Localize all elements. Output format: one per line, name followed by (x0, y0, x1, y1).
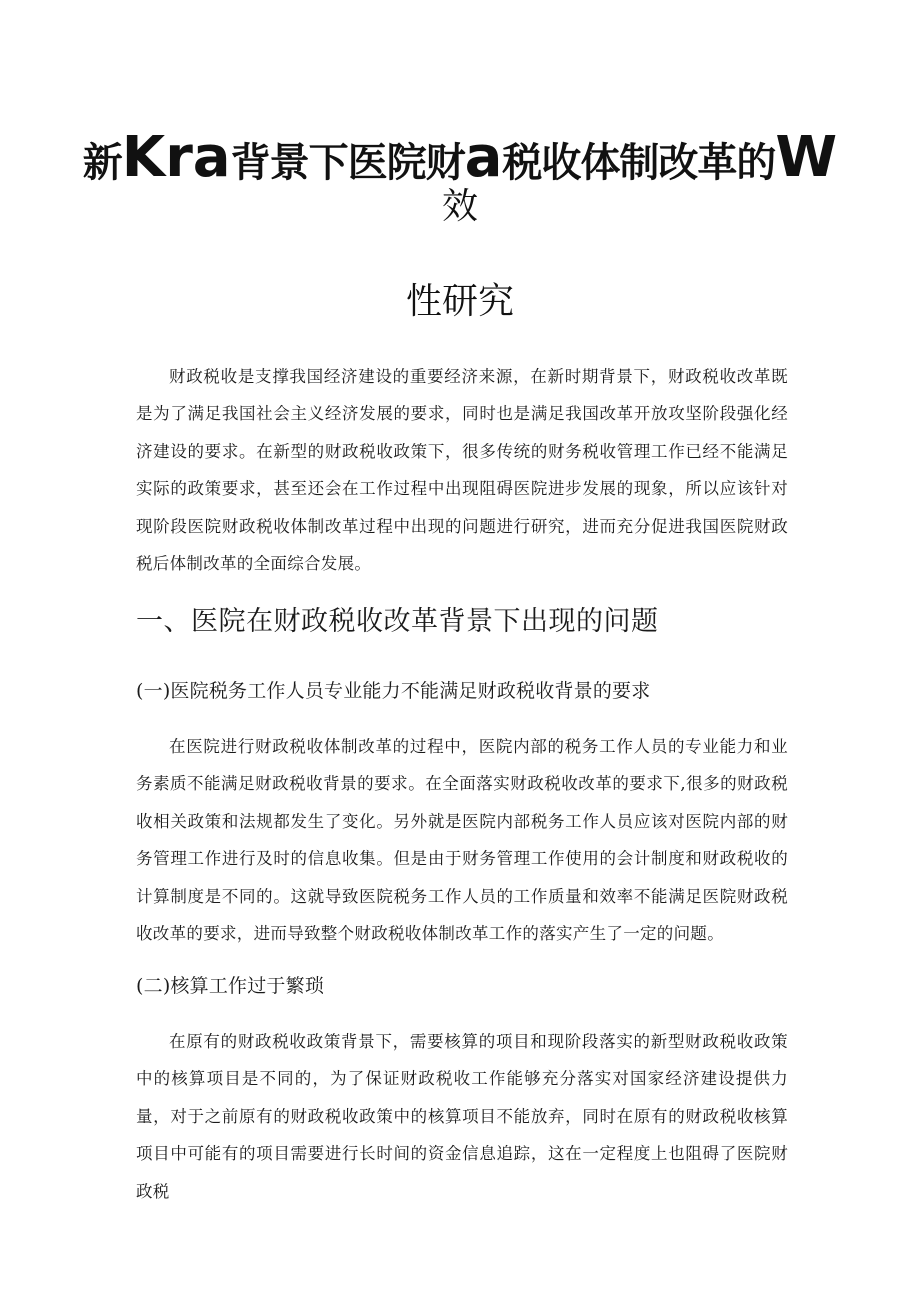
title-fragment: 新 (82, 140, 122, 186)
title-fragment: Kra (121, 125, 231, 190)
title-fragment: W (775, 125, 838, 190)
document-title-line-2: 效 (441, 186, 478, 227)
title-fragment: 税收体制改革的 (502, 140, 776, 186)
body-paragraph: 在医院进行财政税收体制改革的过程中，医院内部的税务工作人员的专业能力和业务素质不能满足财政税收背景的要求。在全面落实财政税收改革的要求下,很多的财政税收相关政策和法规都发生了变化。另外就是医院内部税务工作人员应该对医院内部的财务管理工作进行及时的信息收集。但是由于财务管理工作使用的会计制度和财政税收的计算制度是不同的。这就导致医院税务工作人员的工作质量和效率不能满足医院财政税收改革的要求，进而导致整个财政税收体制改革工作的落实产生了一定的问题。 (136, 737, 788, 944)
subsection-heading: (二)核算工作过于繁琐 (136, 975, 325, 997)
document-title-line-3: 性研究 (405, 281, 514, 322)
subsection-heading: (一)医院税务工作人员专业能力不能满足财政税收背景的要求 (136, 680, 651, 702)
section-heading: 一、医院在财政税收改革背景下出现的问题 (136, 606, 659, 637)
intro-paragraph: 财政税收是支撑我国经济建设的重要经济来源，在新时期背景下，财政税收改革既是为了满足我国社会主义经济发展的要求，同时也是满足我国改革开放攻坚阶段强化经济建设的要求。在新型的财政税收政策下，很多传统的财务税收管理工作已经不能满足实际的政策要求，甚至还会在工作过程中出现阻碍医院进步发展的现象，所以应该针对现阶段医院财政税收体制改革过程中出现的问题进行研究，进而充分促进我国医院财政税后体制改革的全面综合发展。 (136, 367, 788, 574)
title-fragment: a (464, 125, 503, 190)
body-paragraph: 在原有的财政税收政策背景下，需要核算的项目和现阶段落实的新型财政税收政策中的核算项目是不同的，为了保证财政税收工作能够充分落实对国家经济建设提供力量，对于之前原有的财政税收政策中的核算项目不能放弃，同时在原有的财政税收核算项目中可能有的项目需要进行长时间的资金信息追踪，这在一定程度上也阻碍了医院财政税 (136, 1032, 788, 1201)
title-fragment: 背景下医院财 (230, 140, 465, 186)
